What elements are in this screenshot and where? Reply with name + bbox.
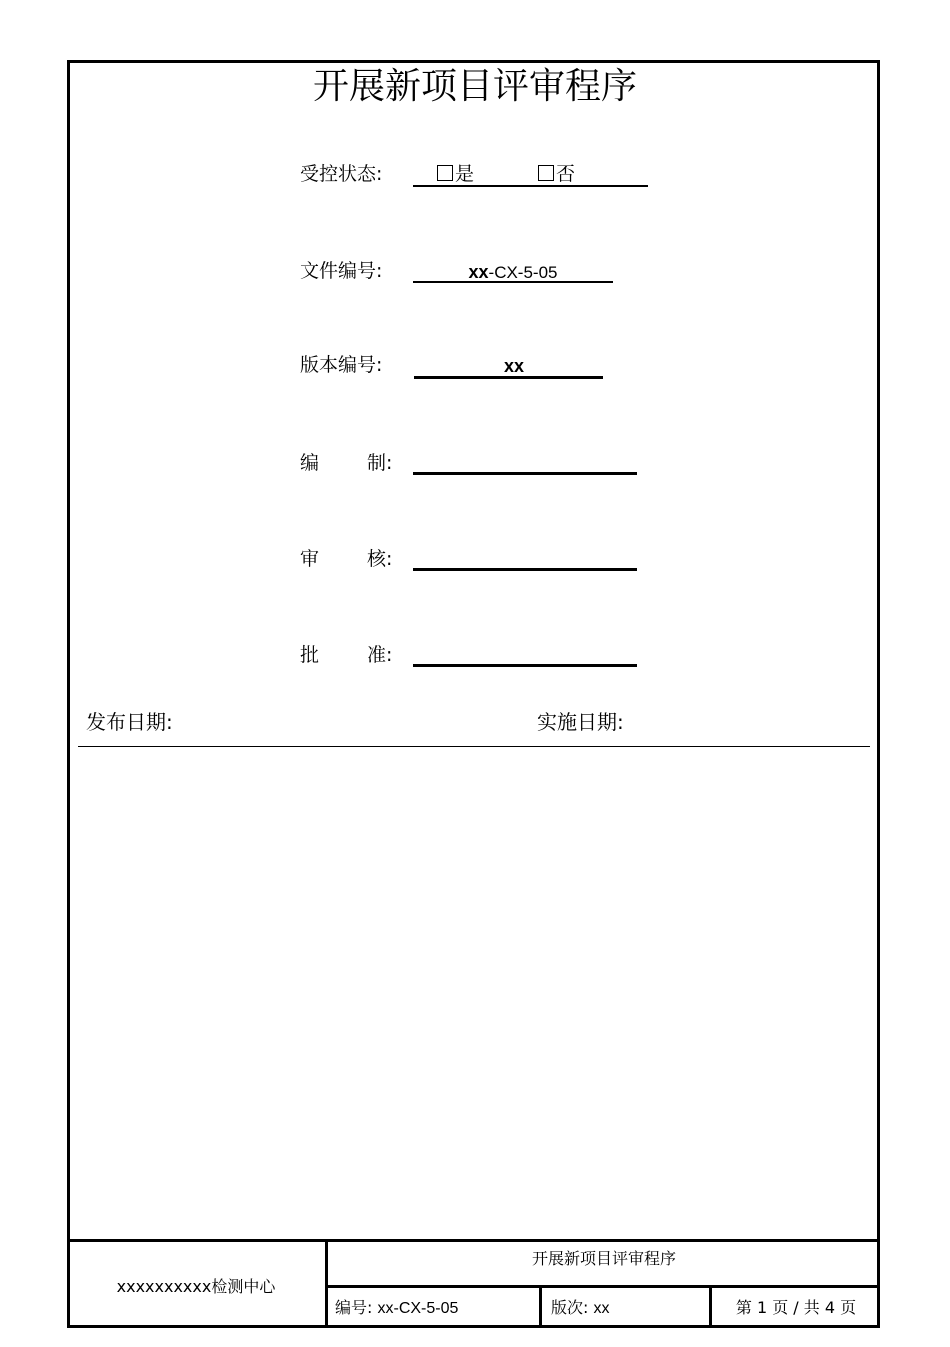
doc-number-suffix: -CX-5-05 bbox=[488, 263, 558, 282]
checkbox-no[interactable] bbox=[538, 165, 554, 181]
approved-by-label-a: 批 bbox=[300, 644, 320, 666]
footer-version-value: xx bbox=[593, 1300, 610, 1317]
footer-page-info: 第 1 页 / 共 4 页 bbox=[735, 1298, 857, 1317]
compiled-by-field[interactable] bbox=[413, 472, 637, 475]
reviewed-by-field[interactable] bbox=[413, 568, 637, 571]
doc-number-value bbox=[413, 261, 613, 284]
doc-number-prefix: xx bbox=[468, 262, 489, 282]
approved-by-label-b: 准: bbox=[367, 644, 393, 666]
footer-table bbox=[67, 1239, 880, 1328]
checkbox-yes[interactable] bbox=[437, 165, 453, 181]
compiled-by-label-a: 编 bbox=[300, 452, 320, 474]
controlled-status-label: 受控状态: bbox=[300, 163, 383, 185]
footer-code-value: xx-CX-5-05 bbox=[377, 1300, 459, 1317]
doc-number-label: 文件编号: bbox=[300, 260, 383, 282]
date-divider bbox=[78, 746, 870, 747]
approved-by-label bbox=[300, 643, 396, 667]
option-no[interactable] bbox=[538, 162, 575, 186]
footer-doc-title: 开展新项目评审程序 bbox=[328, 1242, 880, 1288]
page-frame bbox=[67, 60, 880, 1328]
footer-version bbox=[542, 1288, 712, 1328]
version-value-text: xx bbox=[503, 356, 525, 376]
publish-date-label: 发布日期: bbox=[86, 710, 173, 734]
footer-code-label: 编号: bbox=[335, 1298, 373, 1317]
footer-organization-text: xxxxxxxxxx检测中心 bbox=[116, 1276, 276, 1296]
reviewed-by-label-a: 审 bbox=[300, 548, 320, 570]
footer-organization bbox=[67, 1242, 328, 1328]
reviewed-by-label-b: 核: bbox=[367, 548, 393, 570]
footer-version-label: 版次: bbox=[551, 1298, 589, 1317]
effective-date-label: 实施日期: bbox=[537, 710, 624, 734]
document-title: 开展新项目评审程序 bbox=[312, 66, 637, 107]
option-no-label: 否 bbox=[556, 163, 576, 185]
reviewed-by-label bbox=[300, 547, 396, 571]
option-yes-label: 是 bbox=[455, 163, 475, 185]
footer-code bbox=[328, 1288, 542, 1328]
approved-by-field[interactable] bbox=[413, 664, 637, 667]
option-yes[interactable] bbox=[437, 162, 474, 186]
version-label: 版本编号: bbox=[300, 354, 383, 376]
compiled-by-label-b: 制: bbox=[367, 452, 393, 474]
compiled-by-label bbox=[300, 451, 396, 475]
version-value bbox=[414, 355, 614, 378]
